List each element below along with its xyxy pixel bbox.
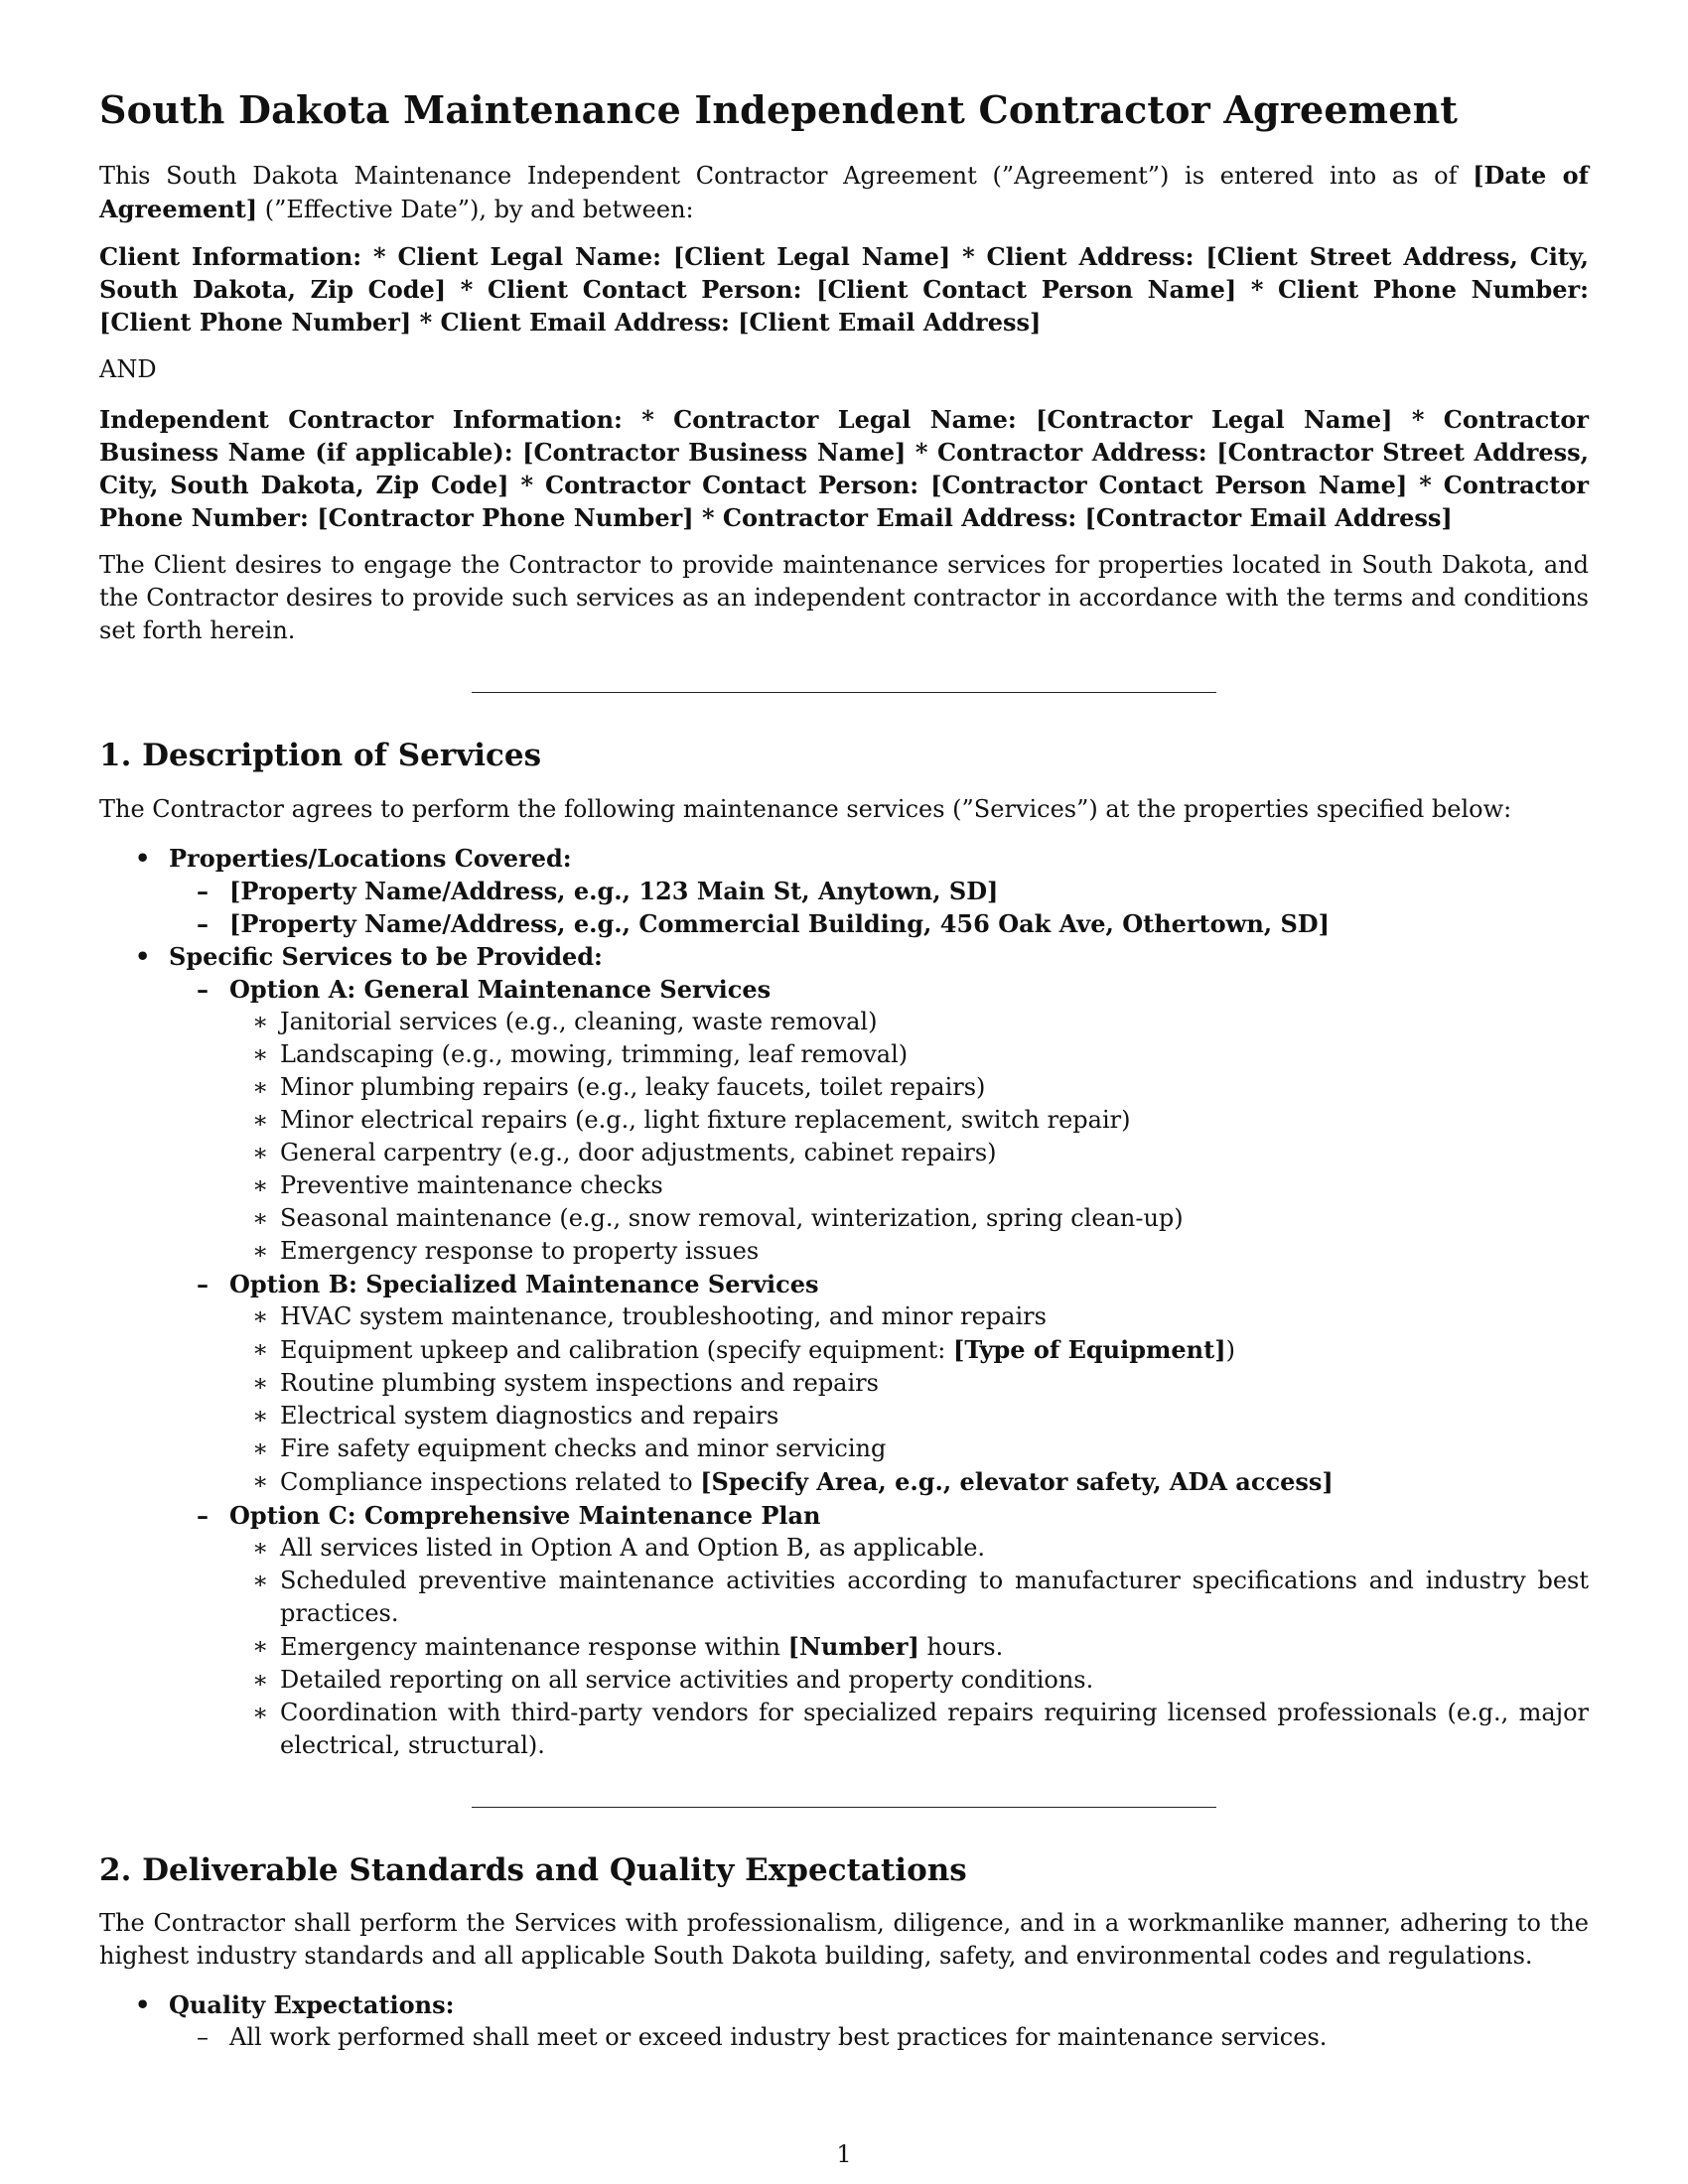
compliance-area-placeholder: [Specify Area, e.g., elevator safety, ADA access] (700, 1467, 1334, 1496)
option-c-label: – Option C: Comprehensive Maintenance Plan (99, 1499, 1589, 1532)
intro-text-end: (”Effective Date”), by and between: (257, 196, 694, 223)
services-label: • Specific Services to be Provided: (99, 940, 1589, 973)
section-1-intro: The Contractor agrees to perform the following maintenance services (”Services”) at the properties specified below: (99, 795, 1512, 823)
option-b-label: – Option B: Specialized Maintenance Services (99, 1268, 1589, 1300)
option-b-item-text: ) (1225, 1336, 1235, 1364)
option-b-item (99, 1333, 1589, 1367)
option-b-item: ∗ Fire safety equipment checks and minor servicing (99, 1433, 1589, 1465)
option-c-item-text: Emergency maintenance response within (280, 1633, 788, 1661)
option-a-item: ∗ Preventive maintenance checks (99, 1169, 1589, 1202)
option-a-item: ∗ Minor plumbing repairs (e.g., leaky faucets, toilet repairs) (99, 1071, 1589, 1104)
option-c-item (99, 1630, 1589, 1664)
option-b-item: ∗ HVAC system maintenance, troubleshooting, and minor repairs (99, 1300, 1589, 1333)
option-c-item: ∗ Scheduled preventive maintenance activities according to manufacturer specifications and industry best practices. (99, 1565, 1589, 1630)
and-separator: AND (99, 355, 157, 383)
section-divider (472, 692, 1216, 693)
option-c-item-text: hours. (918, 1633, 1004, 1661)
agreement-date-placeholder: [Date of Agreement] (99, 161, 1590, 223)
option-c-item: ∗ Detailed reporting on all service activities and property conditions. (99, 1664, 1589, 1697)
option-a-item: ∗ Seasonal maintenance (e.g., snow removal, winterization, spring clean-up) (99, 1202, 1589, 1235)
document-title: South Dakota Maintenance Independent Contractor Agreement (99, 87, 1459, 132)
option-b-item: ∗ Routine plumbing system inspections and repairs (99, 1367, 1589, 1400)
option-a-item: ∗ Emergency response to property issues (99, 1235, 1589, 1268)
contractor-information: Independent Contractor Information: * Contractor Legal Name: [Contractor Legal Name] * Contractor Business Name (if applicable): [Contractor Business Name] * Contractor Address: [Contractor Street Address, City, South Dakota, Zip Code] * Contractor Contact Person: [Contractor Contact Person Name] * Contractor Phone Number: [Contractor Phone Number] * Contractor Email Address: [Contractor Email Address] (99, 405, 1589, 532)
property-item: – [Property Name/Address, e.g., Commercial Building, 456 Oak Ave, Othertown, SD] (99, 907, 1589, 940)
option-c-item: ∗ All services listed in Option A and Option B, as applicable. (99, 1532, 1589, 1565)
intro-paragraph (99, 159, 1589, 226)
intro-text: This South Dakota Maintenance Independent Contractor Agreement (”Agreement”) is entered into as of (99, 162, 1474, 190)
option-a-item: ∗ Minor electrical repairs (e.g., light fixture replacement, switch repair) (99, 1104, 1589, 1137)
option-a-item: ∗ General carpentry (e.g., door adjustments, cabinet repairs) (99, 1137, 1589, 1169)
option-b-item-text: Compliance inspections related to (280, 1468, 701, 1496)
quality-list (99, 1988, 1589, 2054)
services-list (99, 842, 1589, 1762)
properties-label: • Properties/Locations Covered: (99, 842, 1589, 875)
equipment-placeholder: [Type of Equipment] (952, 1335, 1226, 1364)
option-a-item: ∗ Janitorial services (e.g., cleaning, waste removal) (99, 1006, 1589, 1038)
option-b-item-text: Equipment upkeep and calibration (specify equipment: (280, 1336, 953, 1364)
option-b-item: ∗ Electrical system diagnostics and repairs (99, 1400, 1589, 1433)
purpose-paragraph: The Client desires to engage the Contractor to provide maintenance services for properties located in South Dakota, and the Contractor desires to provide such services as an independent contractor in accordance with the terms and conditions set forth herein. (99, 551, 1589, 644)
response-hours-placeholder: [Number] (787, 1632, 919, 1661)
option-a-item: ∗ Landscaping (e.g., mowing, trimming, leaf removal) (99, 1038, 1589, 1071)
option-a-label: – Option A: General Maintenance Services (99, 973, 1589, 1006)
property-item: – [Property Name/Address, e.g., 123 Main St, Anytown, SD] (99, 875, 1589, 907)
section-1-heading: 1. Description of Services (99, 738, 542, 773)
quality-label: • Quality Expectations: (99, 1988, 1589, 2021)
section-2-intro: The Contractor shall perform the Services with professionalism, diligence, and in a workmanlike manner, adhering to the highest industry standards and all applicable South Dakota building, safety, and environmental codes and regulations. (99, 1909, 1589, 1970)
client-information: Client Information: * Client Legal Name: [Client Legal Name] * Client Address: [Client Street Address, City, South Dakota, Zip Code] * Client Contact Person: [Client Contact Person Name] * Client Phone Number: [Client Phone Number] * Client Email Address: [Client Email Address] (99, 242, 1589, 337)
option-b-item (99, 1465, 1589, 1499)
option-c-item: ∗ Coordination with third-party vendors for specialized repairs requiring licensed professionals (e.g., major electrical, structural). (99, 1697, 1589, 1762)
page-number: 1 (836, 2140, 852, 2168)
section-divider (472, 1807, 1216, 1808)
section-2-heading: 2. Deliverable Standards and Quality Expectations (99, 1852, 967, 1888)
quality-item: – All work performed shall meet or exceed industry best practices for maintenance services. (99, 2021, 1589, 2054)
